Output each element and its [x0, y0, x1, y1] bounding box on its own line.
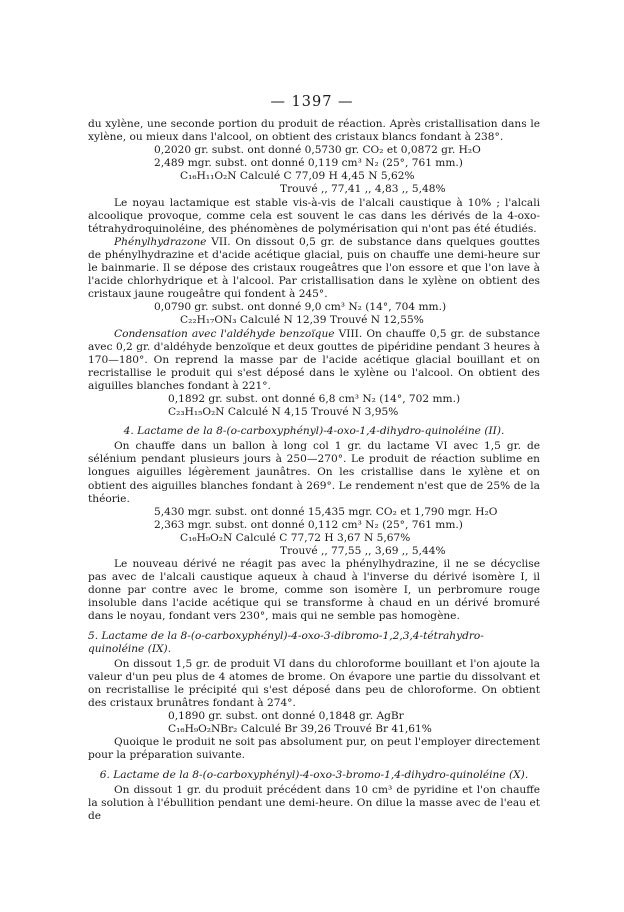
paragraph: On dissout 1,5 gr. de produit VI dans du chloroforme bouillant et l'on ajoute la valeur d'un peu plus de 4 atomes de brome. On évapore une partie du dissolvant et on recristallise le précipité qui s'est déposé dans peu de chloroforme. On obtient des cristaux brunâtres fondant à 274°.	[88, 657, 540, 710]
analysis-line: 0,2020 gr. subst. ont donné 0,5730 gr. CO₂ et 0,0872 gr. H₂O	[154, 144, 481, 157]
paragraph	[88, 236, 540, 301]
formula-line: C₁₆H₉O₂NBr₂ Calculé Br 39,26 Trouvé Br 41,61%	[168, 723, 432, 736]
paragraph-title: Condensation avec l'aldéhyde benzoïque	[114, 327, 335, 340]
found-line: Trouvé ,, 77,55 ,, 3,69 ,, 5,44%	[280, 545, 446, 557]
section-heading: 4. Lactame de la 8-(o-carboxyphényl)-4-oxo-1,4-dihydro-quinoléine (II).	[123, 425, 505, 438]
body-text	[88, 118, 540, 823]
section-heading: 5. Lactame de la 8-(o-carboxyphényl)-4-oxo-3-dibromo-1,2,3,4-tétrahydro-quinoléine (IX).	[88, 629, 484, 655]
paragraph: du xylène, une seconde portion du produit de réaction. Après cristallisation dans le xylène, ou mieux dans l'alcool, on obtient des cristaux blancs fondant à 238°.	[88, 118, 540, 144]
paragraph: On chauffe dans un ballon à long col 1 gr. du lactame VI avec 1,5 gr. de sélénium pendant plusieurs jours à 250—270°. Le produit de réaction sublime en longues aiguilles légèrement jaunâtres. On les cristallise dans le xylène et on obtient des aiguilles blanches fondant à 269°. Le rendement n'est que de 25% de la théorie.	[88, 440, 540, 505]
section-heading: 6. Lactame de la 8-(o-carboxyphényl)-4-oxo-3-bromo-1,4-dihydro-quinoléine (X).	[99, 768, 529, 781]
page-number: — 1397 —	[270, 94, 354, 110]
analysis-line: 0,1890 gr. subst. ont donné 0,1848 gr. AgBr	[168, 710, 404, 723]
formula-line: C₁₆H₉O₂N Calculé C 77,72 H 3,67 N 5,67%	[180, 531, 411, 544]
analysis-line: 0,1892 gr. subst. ont donné 6,8 cm³ N₂ (14°, 702 mm.)	[168, 392, 461, 405]
analysis-line: 2,363 mgr. subst. ont donné 0,112 cm³ N₂ (25°, 761 mm.)	[154, 518, 463, 531]
paragraph: Quoique le produit ne soit pas absolument pur, on peut l'employer directement pour la préparation suivante.	[88, 736, 540, 762]
analysis-line: 0,0790 gr. subst. ont donné 9,0 cm³ N₂ (14°, 704 mm.)	[154, 301, 447, 314]
formula-line: C₂₃H₁₅O₂N Calculé N 4,15 Trouvé N 3,95%	[168, 406, 399, 419]
paragraph: On dissout 1 gr. du produit précédent dans 10 cm³ de pyridine et l'on chauffe la solution à l'ébullition pendant une demi-heure. On dilue la masse avec de l'eau et de	[88, 783, 540, 822]
paragraph	[88, 328, 540, 393]
formula-line: C₂₂H₁₇ON₃ Calculé N 12,39 Trouvé N 12,55%	[180, 314, 424, 327]
analysis-line: 5,430 mgr. subst. ont donné 15,435 mgr. CO₂ et 1,790 mgr. H₂O	[154, 505, 498, 518]
paragraph: Le nouveau dérivé ne réagit pas avec la phénylhydrazine, il ne se décyclise pas avec de l'alcali caustique aqueux à chaud à l'inverse du dérivé isomère I, il donne par contre avec le brome, comme son isomère I, un perbromure rouge insoluble dans l'acide acétique qui se transforme à chaud en un dérivé bromuré dans le noyau, fondant vers 230°, mais qui ne semble pas homogène.	[88, 558, 540, 623]
formula-line: C₁₆H₁₁O₂N Calculé C 77,09 H 4,45 N 5,62%	[180, 170, 415, 183]
found-line: Trouvé ,, 77,41 ,, 4,83 ,, 5,48%	[280, 183, 446, 196]
analysis-line: 2,489 mgr. subst. ont donné 0,119 cm³ N₂ (25°, 761 mm.)	[154, 157, 463, 170]
paragraph-title: Phénylhydrazone	[114, 235, 207, 248]
paragraph: Le noyau lactamique est stable vis-à-vis de l'alcali caustique à 10% ; l'alcali alcoolique provoque, comme cela est souvent le cas dans les dérivés de la 4-oxo-tétrahydroquinoléine, des phénomènes de polymérisation qui n'ont pas été étudiés.	[88, 196, 540, 235]
paragraph-body: VII. On dissout 0,5 gr. de substance dans quelques gouttes de phénylhydrazine et d'acide acétique glacial, puis on chauffe une demi-heure sur le bainmarie. Il se dépose des cristaux rougeâtres que l'on essore et que l'on lave à l'acide chlorhydrique et à l'alcool. Par cristallisation dans le xylène on obtient des cristaux jaune rougeâtre qui fondent à 245°.	[88, 235, 540, 301]
paragraph-body: VIII. On chauffe 0,5 gr. de substance avec 0,2 gr. d'aldéhyde benzoïque et deux gouttes de pipéridine pendant 3 heures à 170—180°. On reprend la masse par de l'acide acétique glacial bouillant et on recristallise le produit qui s'est déposé dans le xylène ou l'alcool. On obtient des aiguilles blanches fondant à 221°.	[88, 327, 540, 392]
